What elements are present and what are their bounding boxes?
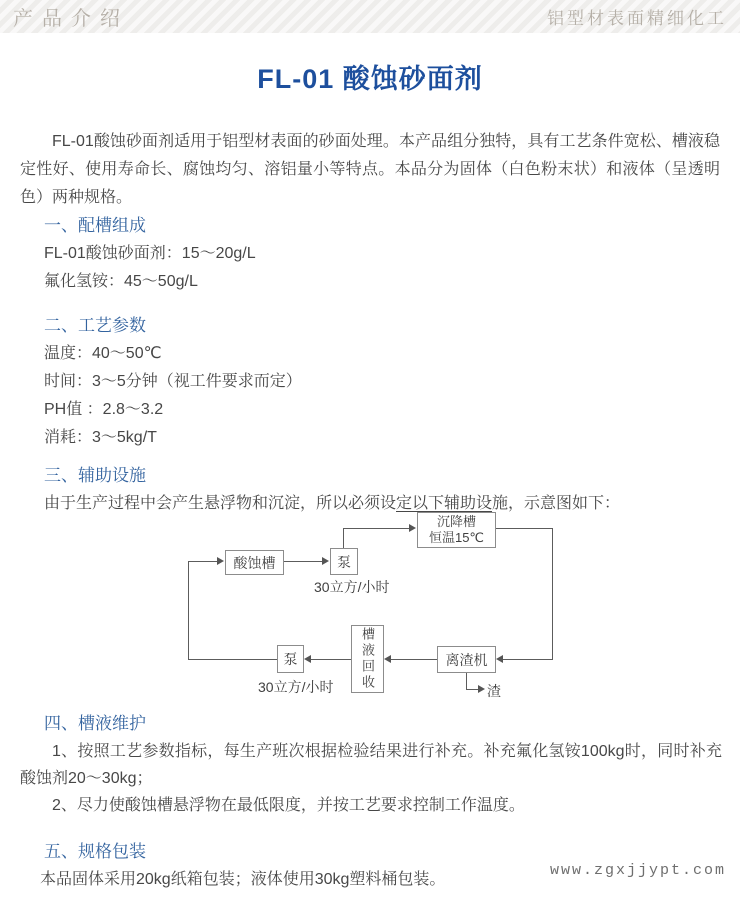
etch-tank-box [225, 550, 284, 575]
settling-tank-box [417, 512, 496, 548]
composition-line: FL-01酸蚀砂面剂：15～20g/L [44, 245, 256, 262]
flow-line [311, 659, 351, 660]
section-heading: 二、工艺参数 [44, 316, 146, 335]
section-heading: 五、规格包装 [44, 842, 146, 861]
parameter-line: 温度：40～50℃ [44, 345, 162, 362]
packaging-line: 本品固体采用20kg纸箱包装；液体使用30kg塑料桶包装。 [40, 871, 446, 888]
parameter-line: PH值 ：2.8～3.2 [44, 401, 164, 418]
flow-line [466, 673, 467, 690]
flow-line [496, 528, 553, 529]
maintenance-item: 2、尽力使酸蚀槽悬浮物在最低限度，并按工艺要求控制工作温度。 [52, 797, 525, 814]
website-watermark: www.zgxjjypt.com [549, 862, 726, 879]
settling-tank-temp-label: 恒温15℃ [428, 530, 485, 545]
page-title: FL-01 酸蚀砂面剂 [257, 64, 483, 94]
flow-rate-bottom-label: 30立方/小时 [258, 679, 334, 695]
slag-output-label: 渣 [487, 683, 501, 699]
page-header-bar [0, 0, 740, 33]
section-process-parameters [20, 312, 722, 452]
flow-line [343, 528, 344, 548]
arrow-right-icon [409, 524, 416, 532]
slag-separator-box [437, 646, 496, 673]
flow-line [188, 561, 189, 660]
auxiliary-intro-post: 施，示意图如下： [492, 495, 621, 512]
pump-top-label: 泵 [337, 553, 351, 570]
section-heading: 四、槽液维护 [44, 714, 146, 733]
arrow-right-icon [478, 685, 485, 693]
flow-line [391, 659, 437, 660]
recovery-tank-box [351, 625, 384, 693]
intro-paragraph: FL-01酸蚀砂面剂适用于铝型材表面的砂面处理。本产品组分独特，具有工艺条件宽松、槽液稳定性好、使用寿命长、腐蚀均匀、溶铝量小等特点。本品分为固体（白色粉末状）和液体（呈透明色）两种规格。 [20, 133, 720, 206]
flow-rate-top-label: 30立方/小时 [314, 579, 390, 595]
pump-bottom-box [277, 645, 304, 673]
section-heading: 三、辅助设施 [44, 466, 146, 485]
parameter-line: 时间：3～5分钟（视工件要求而定） [44, 373, 302, 390]
header-section-label: 产品介绍 [13, 8, 129, 30]
section-tank-composition [20, 212, 722, 296]
section-bath-maintenance [20, 710, 722, 819]
flow-line [552, 528, 553, 660]
maintenance-item: 1、按照工艺参数指标，每生产班次根据检验结果进行补充。补充氟化氢铵100kg时，同时补充酸蚀剂20～30kg； [20, 743, 722, 787]
process-flow-diagram [0, 505, 740, 705]
auxiliary-intro-pre: 由于生产过程中会产生悬浮物和沉淀，所以必须设 [44, 495, 397, 512]
header-company-label: 铝型材表面精细化工 [547, 9, 727, 28]
slag-separator-label: 离渣机 [445, 651, 488, 668]
arrow-left-icon [304, 655, 311, 663]
arrow-right-icon [217, 557, 224, 565]
arrow-left-icon [384, 655, 391, 663]
flow-line [284, 561, 323, 562]
arrow-right-icon [322, 557, 329, 565]
pump-bottom-label: 泵 [283, 651, 298, 667]
arrow-left-icon [496, 655, 503, 663]
flow-line [188, 659, 277, 660]
flow-line [343, 528, 410, 529]
flow-line [188, 561, 218, 562]
section-heading: 一、配槽组成 [44, 216, 146, 235]
pump-top-box [330, 548, 358, 575]
auxiliary-intro-underlined: 定以下辅助设 [396, 495, 493, 512]
settling-tank-label: 沉降槽 [436, 514, 476, 529]
parameter-line: 消耗：3～5kg/T [44, 429, 157, 446]
recovery-tank-label: 槽液回收 [360, 627, 375, 691]
flow-line [503, 659, 553, 660]
composition-line: 氟化氢铵：45～50g/L [44, 273, 198, 290]
etch-tank-label: 酸蚀槽 [233, 554, 276, 571]
